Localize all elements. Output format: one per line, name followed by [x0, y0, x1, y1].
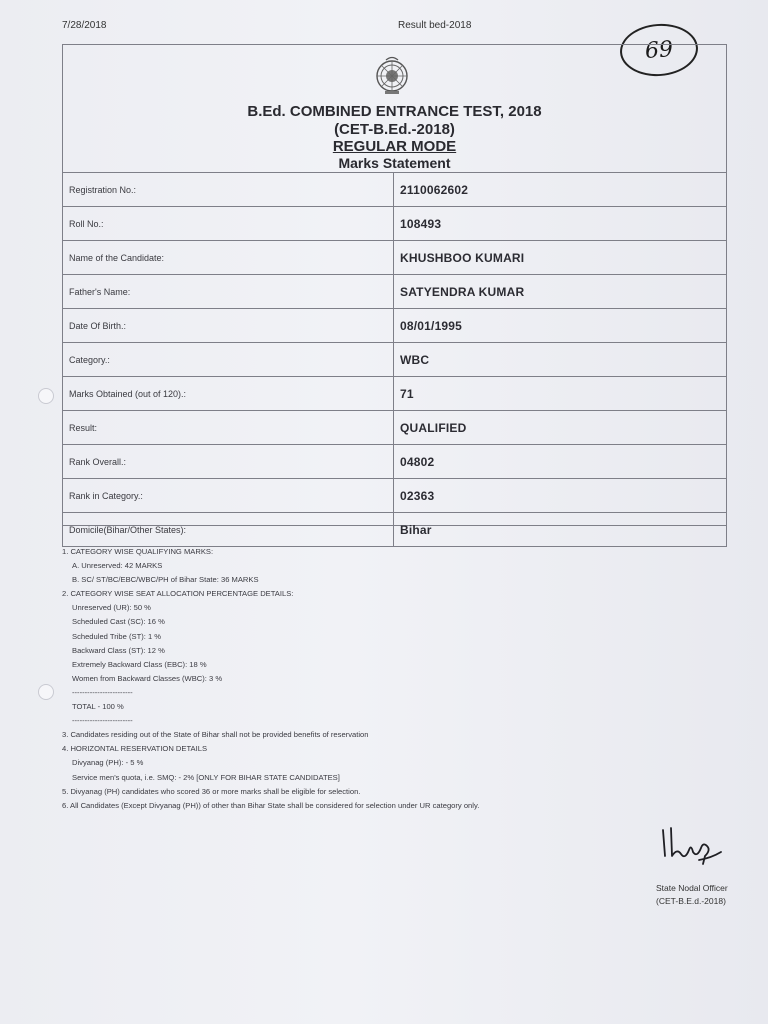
exam-title: B.Ed. COMBINED ENTRANCE TEST, 2018: [247, 103, 542, 120]
row-label: Domicile(Bihar/Other States):: [63, 513, 394, 547]
note-item: Unreserved (UR): 50 %: [72, 603, 151, 613]
table-row: [63, 343, 727, 377]
table-row: [63, 207, 727, 241]
row-value: 04802: [394, 445, 727, 479]
signature-icon: [655, 826, 735, 866]
row-label: Marks Obtained (out of 120).:: [63, 377, 394, 411]
note-item: Divyanag (PH): - 5 %: [72, 758, 144, 768]
table-row: [63, 275, 727, 309]
print-date: 7/28/2018: [62, 20, 107, 31]
row-value: 71: [394, 377, 727, 411]
circled-number-text: 69: [644, 36, 674, 64]
signatory-exam: (CET-B.E.d.-2018): [656, 896, 726, 906]
table-row: [63, 309, 727, 343]
note-heading: 6. All Candidates (Except Divyanag (PH)) of other than Bihar State shall be considered for selection under UR category only.: [62, 800, 480, 810]
row-value: QUALIFIED: [394, 411, 727, 445]
note-item: B. SC/ ST/BC/EBC/WBC/PH of Bihar State: 36 MARKS: [72, 575, 259, 585]
note-total: TOTAL - 100 %: [72, 702, 124, 712]
row-label: Date Of Birth.:: [63, 309, 394, 343]
table-row: [63, 377, 727, 411]
notes-section: [62, 545, 542, 813]
note-heading: 1. CATEGORY WISE QUALIFYING MARKS:: [62, 547, 214, 556]
table-row: [63, 479, 727, 513]
statement-title: Marks Statement: [338, 155, 451, 171]
note-item: Women from Backward Classes (WBC): 3 %: [72, 673, 223, 683]
row-value: WBC: [394, 343, 727, 377]
print-title: Result bed-2018: [398, 20, 472, 31]
note-heading: 3. Candidates residing out of the State of Bihar shall not be provided benefits of reservation: [62, 730, 369, 740]
punch-hole-top: [38, 388, 54, 404]
row-value: SATYENDRA KUMAR: [394, 275, 727, 309]
row-label: Name of the Candidate:: [63, 241, 394, 275]
note-item: A. Unreserved: 42 MARKS: [72, 561, 163, 571]
note-item: Scheduled Cast (SC): 16 %: [72, 617, 165, 627]
row-label: Result:: [63, 411, 394, 445]
note-item: Scheduled Tribe (ST): 1 %: [72, 631, 162, 641]
table-row: [63, 173, 727, 207]
row-label: Category.:: [63, 343, 394, 377]
marks-table: [62, 172, 727, 547]
table-row: [63, 241, 727, 275]
table-row: [63, 513, 727, 547]
note-heading: 4. HORIZONTAL RESERVATION DETAILS: [62, 744, 208, 754]
row-value: 2110062602: [394, 173, 727, 207]
note-separator: ------------------------: [72, 716, 133, 726]
mode-title: REGULAR MODE: [332, 138, 457, 155]
note-heading: 2. CATEGORY WISE SEAT ALLOCATION PERCENTAGE DETAILS:: [62, 589, 294, 599]
note-item: Service men's quota, i.e. SMQ: - 2% [ONLY FOR BIHAR STATE CANDIDATES]: [72, 772, 340, 782]
row-value: KHUSHBOO KUMARI: [394, 241, 727, 275]
row-label: Roll No.:: [63, 207, 394, 241]
table-row: [63, 445, 727, 479]
table-row: [63, 411, 727, 445]
row-value: 02363: [394, 479, 727, 513]
row-label: Rank in Category.:: [63, 479, 394, 513]
emblem-icon: [372, 54, 412, 96]
note-separator: ------------------------: [72, 687, 133, 697]
note-heading: 5. Divyanag (PH) candidates who scored 36 or more marks shall be eligible for selection.: [62, 786, 361, 796]
row-value: Bihar: [394, 513, 727, 547]
punch-hole-bottom: [38, 684, 54, 700]
signatory-block: [656, 882, 728, 908]
row-label: Rank Overall.:: [63, 445, 394, 479]
note-item: Extremely Backward Class (EBC): 18 %: [72, 659, 207, 669]
row-label: Registration No.:: [63, 173, 394, 207]
signatory-title: State Nodal Officer: [656, 883, 728, 893]
row-label: Father's Name:: [63, 275, 394, 309]
exam-code: (CET-B.Ed.-2018): [334, 121, 455, 138]
row-value: 108493: [394, 207, 727, 241]
row-value: 08/01/1995: [394, 309, 727, 343]
note-item: Backward Class (ST): 12 %: [72, 645, 165, 655]
